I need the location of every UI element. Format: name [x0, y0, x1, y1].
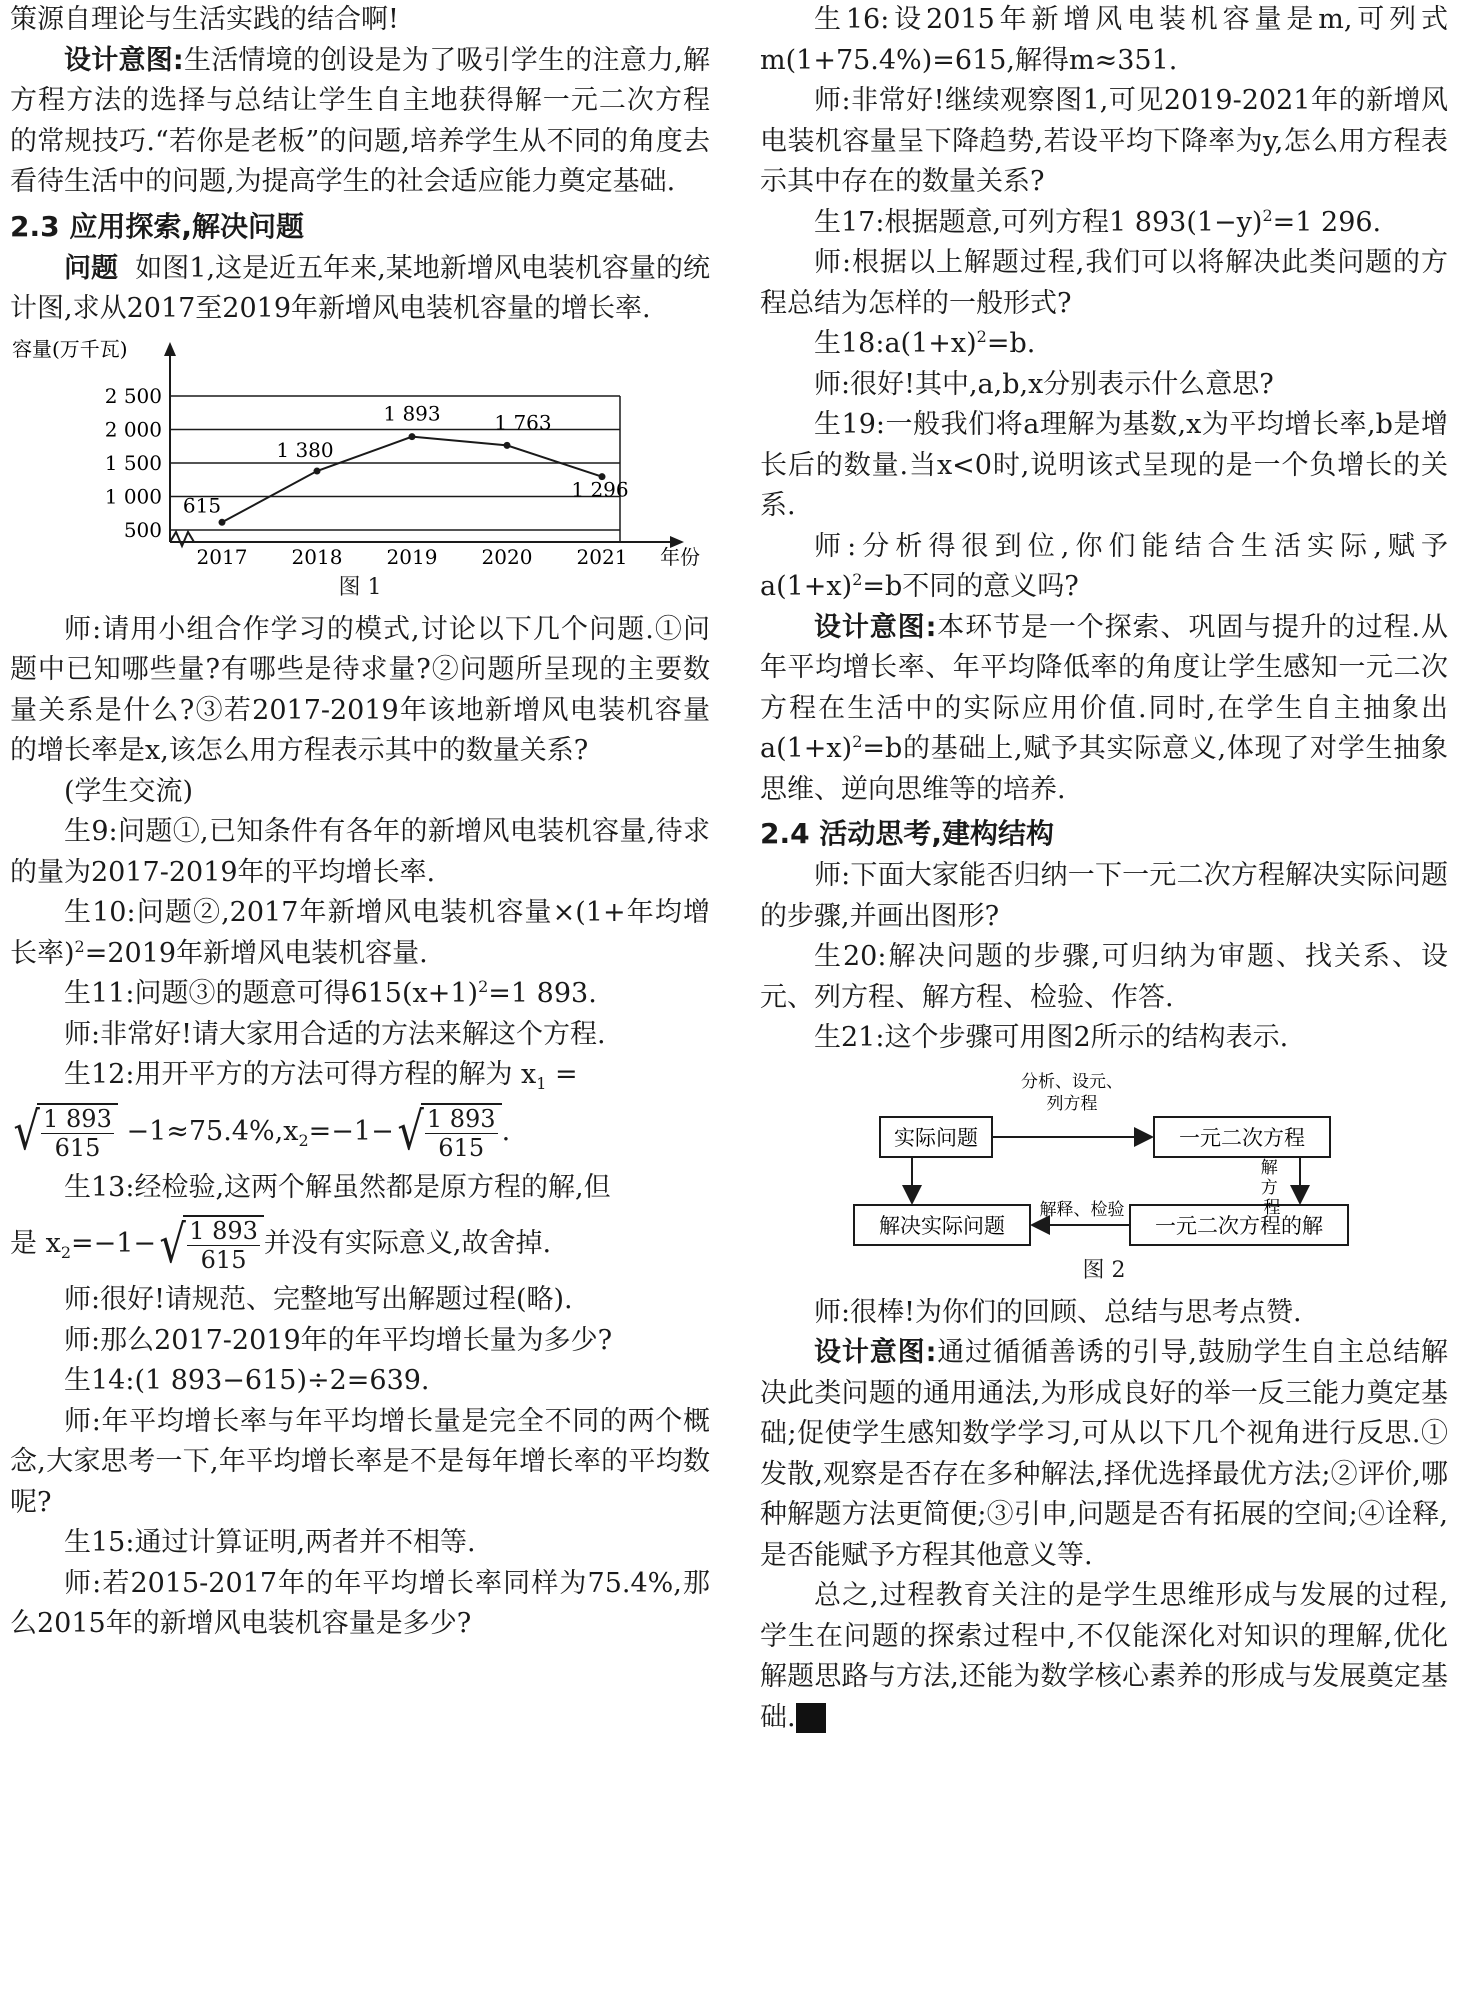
fraction-denominator: 615 [438, 1133, 485, 1162]
fraction [421, 1103, 502, 1162]
right-column [760, 0, 1448, 1738]
student-11-text-a: 生11:问题③的题意可得615(x+1) [64, 978, 479, 1009]
x-tick-label: 2018 [291, 544, 343, 569]
student-12-formula: √ $\frac{1 893}{615}$ $-1\approx 75.4\%,x_2=-1-$ √ $\frac{1 893}{615}$ . [10, 1096, 710, 1168]
data-label: 1 296 [571, 477, 629, 502]
y-tick-label: 2 500 [104, 383, 162, 408]
student-18-text-a: 生18:a(1+x) [814, 328, 977, 359]
figure-2-caption: 图 2 [1082, 1257, 1126, 1283]
radical-sign-icon: √ [13, 1102, 40, 1162]
teacher-question-7: 师:非常好!继续观察图1,可见2019-2021年的新增风电装机容量呈下降趋势,若设平均下降率为y,怎么用方程表示其中存在的数量关系? [760, 85, 1448, 197]
student-11-text-b: =1 893. [488, 978, 597, 1009]
figure-1-caption: 图 1 [338, 574, 382, 600]
student-12-text-a: 生12:用开平方的方法可得方程的解为 x [64, 1059, 537, 1090]
data-label: 1 763 [494, 409, 552, 434]
figure-1-line-chart [10, 332, 710, 572]
student-20-answer: 生20:解决问题的步骤,可归纳为审题、找关系、设元、列方程、解方程、检验、作答. [760, 941, 1448, 1013]
data-point [409, 433, 416, 440]
box-quadratic-equation-label: 一元二次方程 [1179, 1125, 1305, 1150]
design-intent-paragraph-2 [760, 608, 1448, 811]
end-mark-badge: Z [796, 1703, 826, 1733]
x-axis-label: 年份 [660, 544, 700, 569]
sqrt-fraction [10, 1103, 118, 1162]
design-intent-label: 设计意图: [814, 1337, 937, 1368]
student-14-answer: 生14:(1 893−615)÷2=639. [64, 1365, 430, 1396]
student-10-answer [10, 893, 710, 974]
sqrt-fraction [394, 1103, 502, 1162]
teacher-instruction-2: 师:非常好!请大家用合适的方法来解这个方程. [64, 1018, 606, 1050]
design-intent-label: 设计意图: [64, 44, 184, 76]
data-label: 1 893 [383, 401, 441, 426]
data-point [219, 518, 226, 525]
teacher-question-9: 师:很好!其中,a,b,x分别表示什么意思? [814, 368, 1274, 400]
arrow-bottom-label: 解释、检验 [1039, 1199, 1125, 1220]
design-intent-paragraph [10, 41, 710, 203]
arrow-top-label-line2: 列方程 [1046, 1093, 1098, 1114]
sqrt-fraction [156, 1215, 264, 1274]
problem-paragraph [10, 249, 710, 330]
student-18-answer [760, 324, 1448, 365]
data-label: 1 380 [276, 437, 334, 462]
design-intent-text-b: =b的基础上,赋予其实际意义,体现了对学生抽象思维、逆向思维等的培养. [760, 733, 1448, 805]
design-intent-text-a: 本环节是一个探索、巩固与提升的过程.从年平均增长率、年平均降低率的角度让学生感知一元二次方程在生活中的实际应用价值.同时,在学生自主抽象出a(1+x) [760, 611, 1448, 764]
student-17-text-a: 生17:根据题意,可列方程1 893(1−y) [814, 206, 1263, 238]
student-10-text-a: 生10:问题②,2017年新增风电装机容量×(1+年均增长率) [10, 897, 710, 969]
teacher-10-text-a: 师:分析得很到位,你们能结合生活实际,赋予a(1+x) [760, 530, 1448, 602]
y-tick-label: 1 500 [104, 450, 162, 475]
student-13-answer-line1: 生13:经检验,这两个解虽然都是原方程的解,但 [64, 1171, 611, 1203]
design-intent-text: 通过循循善诱的引导,鼓励学生自主总结解决此类问题的通用通法,为形成良好的举一反三能力奠定基础;促使学生感知数学学习,可从以下几个视角进行反思.①发散,观察是否存在多种解法,择优选择最优方法;②评价,哪种解题方法更简便;③引申,问题是否有拓展的空间;④诠释,是否能赋予方程其他意义等. [760, 1337, 1448, 1571]
subscript-1: 1 [536, 1074, 547, 1093]
fraction-denominator: 615 [54, 1133, 101, 1162]
paragraph: 策源自理论与生活实践的结合啊! [10, 4, 399, 35]
student-10-text-b: =2019年新增风电装机容量. [84, 937, 428, 969]
fraction-numerator: 1 893 [43, 1104, 112, 1133]
data-label: 615 [182, 492, 222, 517]
teacher-question-1: 师:请用小组合作学习的模式,讨论以下几个问题.①问题中已知哪些量?有哪些是待求量?②问题所呈现的主要数量关系是什么?③若2017-2019年该地新增风电装机容量的增长率是x,该怎么用方程表示其中的数量关系? [10, 613, 710, 766]
subscript-2: 2 [298, 1130, 309, 1150]
student-13-text-b: 是 x [10, 1228, 61, 1259]
box-equation-solution-label: 一元二次方程的解 [1155, 1213, 1323, 1238]
superscript-2: 2 [1262, 205, 1273, 225]
teacher-question-6: 师:若2015-2017年的年平均增长率同样为75.4%,那么2015年的新增风电装机容量是多少? [10, 1567, 710, 1639]
box-actual-problem-label: 实际问题 [894, 1125, 978, 1150]
figure-2-flow-diagram [760, 1065, 1448, 1255]
superscript-2: 2 [976, 327, 987, 346]
y-axis-arrow-icon [164, 342, 176, 356]
problem-text: 如图1,这是近五年来,某地新增风电装机容量的统计图,求从2017至2019年新增风电装机容量的增长率. [10, 252, 711, 324]
student-12-text-d: =−1− [308, 1115, 394, 1147]
conclusion-text: 总之,过程教育关注的是学生思维形成与发展的过程,学生在问题的探索过程中,不仅能深化对知识的理解,优化解题思路与方法,还能为数学核心素养的形成与发展奠定基础. [760, 1580, 1448, 1733]
student-21-answer: 生21:这个步骤可用图2所示的结构表示. [814, 1022, 1289, 1053]
fraction [183, 1215, 264, 1274]
teacher-praise-12: 师:很棒!为你们的回顾、总结与思考点赞. [814, 1296, 1302, 1328]
student-exchange-note: (学生交流) [64, 775, 194, 807]
superscript-2: 2 [478, 977, 489, 996]
student-13-text-c: =−1− [71, 1228, 157, 1259]
box-solve-actual-problem-label: 解决实际问题 [879, 1213, 1005, 1238]
arrow-right-label: 解 方 程 [1260, 1157, 1281, 1218]
fraction-numerator: 1 893 [189, 1217, 258, 1245]
arrow-top-label-line1: 分析、设元、 [1021, 1071, 1123, 1092]
y-tick-label: 2 000 [104, 417, 162, 441]
data-point [314, 467, 321, 474]
problem-label: 问题 [64, 252, 119, 284]
student-15-answer: 生15:通过计算证明,两者并不相等. [64, 1527, 476, 1558]
radical-sign-icon: √ [397, 1102, 424, 1162]
teacher-10-text-b: =b不同的意义吗? [862, 571, 1079, 602]
teacher-question-8: 师:根据以上解题过程,我们可以将解决此类问题的方程总结为怎样的一般形式? [760, 247, 1448, 319]
y-axis-label: 容量(万千瓦) [12, 336, 128, 361]
student-16-answer: 生16:设2015年新增风电装机容量是m,可列式m(1+75.4%)=615,解得m≈351. [760, 4, 1448, 76]
x-tick-label: 2021 [576, 544, 628, 569]
x-tick-label: 2017 [196, 544, 248, 569]
y-tick-label: 500 [123, 517, 162, 542]
x-tick-label: 2019 [386, 544, 438, 569]
student-18-text-b: =b. [986, 328, 1036, 359]
teacher-question-11: 师:下面大家能否归纳一下一元二次方程解决实际问题的步骤,并画出图形? [760, 860, 1448, 932]
y-tick-label: 1 000 [104, 484, 162, 508]
design-intent-label: 设计意图: [814, 611, 937, 643]
fraction-numerator: 1 893 [426, 1104, 496, 1133]
superscript-2: 2 [852, 570, 863, 589]
teacher-instruction-3: 师:很好!请规范、完整地写出解题过程(略). [64, 1284, 573, 1315]
section-heading-2-3: 2.3 应用探索,解决问题 [10, 209, 304, 243]
student-13-answer-line2 [10, 1208, 710, 1280]
fraction-denominator: 615 [200, 1246, 247, 1274]
design-intent-paragraph-3 [760, 1333, 1448, 1576]
radical-sign-icon: √ [159, 1214, 186, 1275]
x-tick-label: 2020 [481, 544, 533, 569]
student-13-text-d: 并没有实际意义,故舍掉. [263, 1228, 552, 1259]
student-11-answer [10, 974, 710, 1015]
student-9-answer: 生9:问题①,已知条件有各年的新增风电装机容量,待求的量为2017-2019年的平均增长率. [10, 816, 710, 888]
teacher-question-10 [760, 527, 1448, 608]
student-17-answer [760, 203, 1448, 244]
left-column [10, 0, 710, 1645]
subscript-2: 2 [60, 1243, 71, 1262]
superscript-2: 2 [852, 732, 863, 751]
student-12-text-b: = [546, 1059, 578, 1090]
fraction [37, 1103, 118, 1162]
student-12-answer [10, 1055, 710, 1096]
superscript-2: 2 [74, 936, 85, 956]
data-point [504, 441, 511, 448]
student-19-answer: 生19:一般我们将a理解为基数,x为平均增长率,b是增长后的数量.当x<0时,说明该式呈现的是一个负增长的关系. [760, 409, 1448, 521]
teacher-question-5: 师:年平均增长率与年平均增长量是完全不同的两个概念,大家思考一下,年平均增长率是不是每年增长率的平均数呢? [10, 1405, 710, 1518]
section-heading-2-4: 2.4 活动思考,建构结构 [760, 817, 1054, 850]
student-17-text-b: =1 296. [1272, 206, 1382, 238]
design-intent-text: 生活情境的创设是为了吸引学生的注意力,解方程方法的选择与总结让学生自主地获得解一元二次方程的常规技巧.“若你是老板”的问题,培养学生从不同的角度去看待生活中的问题,为提高学生的社会适应能力奠定基础. [10, 44, 710, 197]
conclusion-paragraph [760, 1576, 1448, 1738]
teacher-question-4: 师:那么2017-2019年的年平均增长量为多少? [64, 1324, 613, 1356]
student-12-text-c: −1≈75.4%,x [117, 1115, 299, 1147]
axis-break-icon [170, 532, 194, 546]
